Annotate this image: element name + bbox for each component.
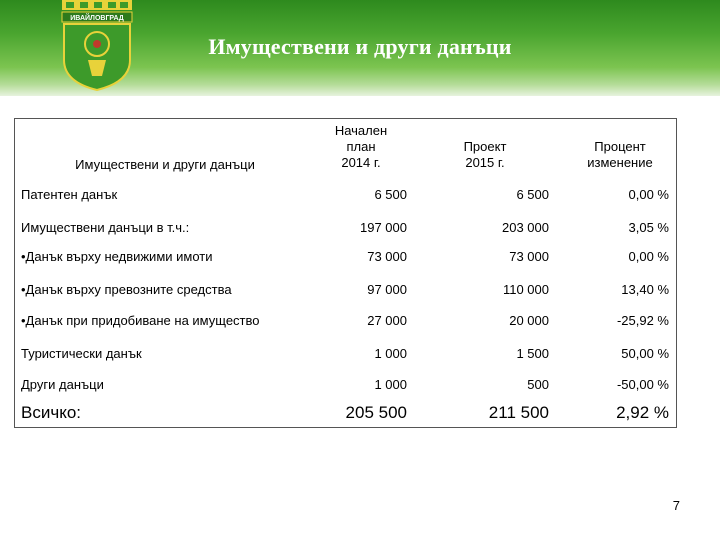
crest-text: ИВАЙЛОВГРАД xyxy=(70,15,124,22)
header-project-2015 xyxy=(435,139,535,171)
total-plan: 205 500 xyxy=(345,403,407,422)
page-number: 7 xyxy=(672,498,680,513)
row-project: 6 500 xyxy=(516,187,549,202)
row-change: 0,00 % xyxy=(628,187,669,202)
row-label: Патентен данък xyxy=(21,187,118,202)
total-label: Всичко: xyxy=(21,403,81,422)
row-project: 203 000 xyxy=(502,220,549,235)
row-change: 13,40 % xyxy=(621,282,669,297)
row-project: 73 000 xyxy=(509,249,549,264)
row-project: 500 xyxy=(527,377,549,392)
row-plan: 1 000 xyxy=(374,377,407,392)
header-change-line-1: Процент xyxy=(594,139,646,154)
header-change-line-2: изменение xyxy=(587,155,653,170)
row-change: -25,92 % xyxy=(616,313,669,328)
row-plan: 27 000 xyxy=(367,313,407,328)
row-label: •Данък при придобиване на имущество xyxy=(21,313,260,328)
row-label: Туристически данък xyxy=(21,346,142,361)
header-plan-line-3: 2014 г. xyxy=(341,155,381,170)
row-project: 1 500 xyxy=(516,346,549,361)
header-label-text: Имуществени и други данъци xyxy=(75,157,255,172)
row-label: Други данъци xyxy=(21,377,104,392)
header-change xyxy=(570,139,670,171)
total-change: 2,92 % xyxy=(616,403,669,422)
header-project-line-1: Проект xyxy=(463,139,507,154)
row-change: -50,00 % xyxy=(616,377,669,392)
row-plan: 6 500 xyxy=(374,187,407,202)
total-project: 211 500 xyxy=(488,403,549,422)
header-plan-line-1: Начален xyxy=(334,123,388,138)
row-plan: 97 000 xyxy=(367,282,407,297)
taxes-table xyxy=(14,118,677,428)
row-change: 3,05 % xyxy=(628,220,669,235)
slide-title: Имуществени и други данъци xyxy=(208,34,512,59)
row-plan: 73 000 xyxy=(367,249,407,264)
row-project: 20 000 xyxy=(509,313,549,328)
row-change: 0,00 % xyxy=(628,249,669,264)
header-label xyxy=(15,157,315,173)
row-change: 50,00 % xyxy=(621,346,669,361)
row-label: Имуществени данъци в т.ч.: xyxy=(21,220,190,235)
row-label: •Данък върху превозните средства xyxy=(21,282,232,297)
row-label: •Данък върху недвижими имоти xyxy=(21,249,213,264)
row-plan: 197 000 xyxy=(360,220,407,235)
header-plan-line-2: план xyxy=(346,139,376,154)
header-project-line-2: 2015 г. xyxy=(465,155,505,170)
header-plan-2014 xyxy=(311,123,411,171)
row-project: 110 000 xyxy=(502,282,549,297)
row-plan: 1 000 xyxy=(374,346,407,361)
